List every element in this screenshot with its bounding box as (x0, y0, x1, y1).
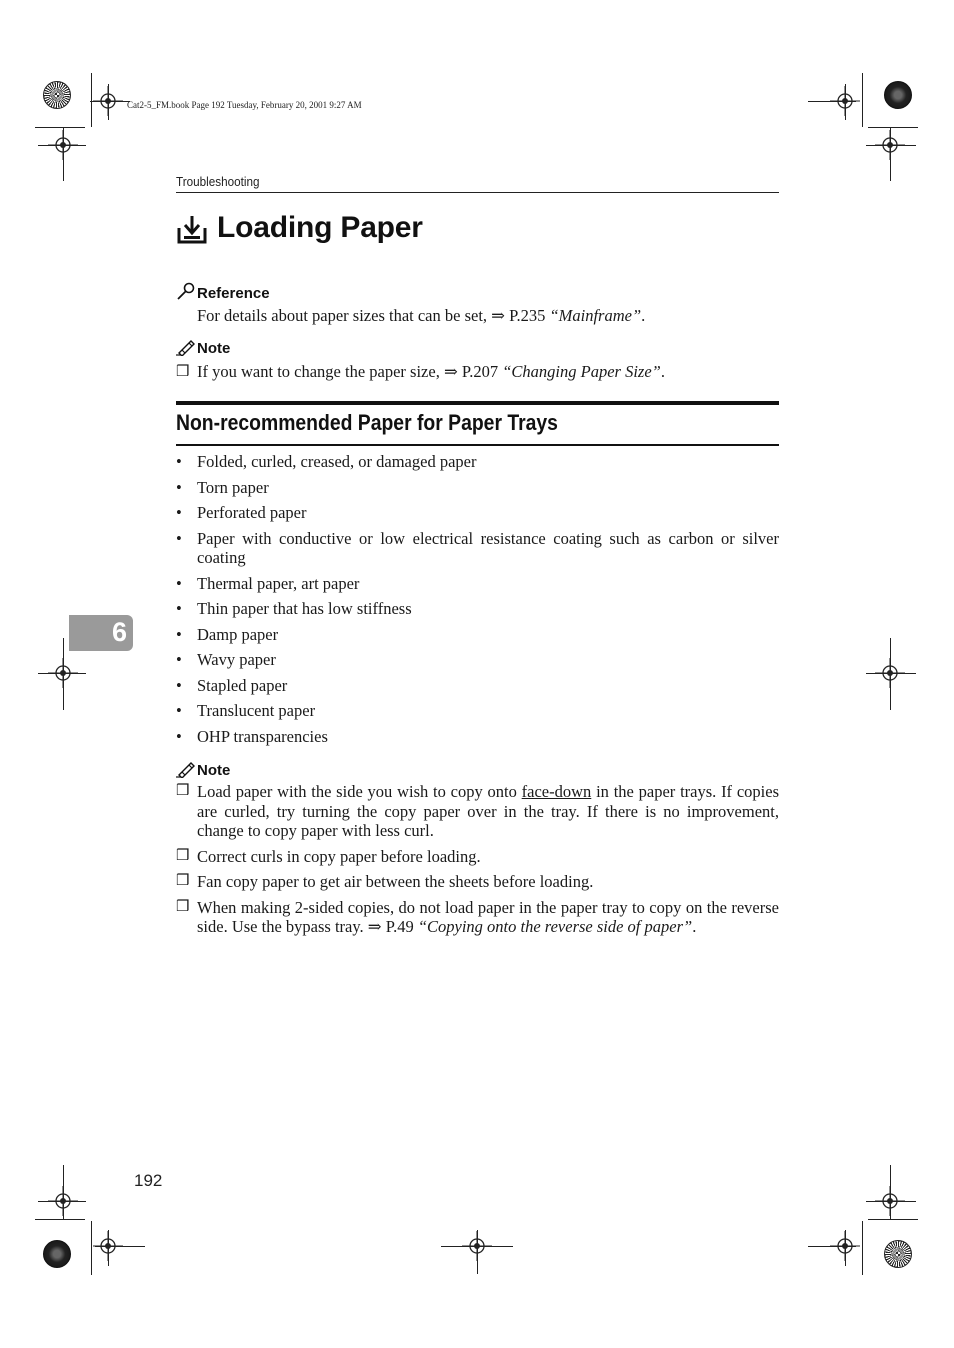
registration-mark-icon (875, 1186, 905, 1216)
pencil-icon (176, 338, 196, 356)
section-bottom-rule (176, 444, 779, 446)
reference-text-main: For details about paper sizes that can be set, ⇒ P.235 (197, 306, 550, 325)
copying-reverse-side-link[interactable]: “Copying onto the reverse side of paper” (417, 917, 693, 936)
color-target-icon (884, 1240, 912, 1268)
list-item: • OHP transparencies (176, 726, 328, 746)
page-number: 192 (134, 1171, 163, 1190)
running-head-rule (176, 192, 779, 193)
note-item: ❒ Correct curls in copy paper before loading. (176, 846, 481, 866)
note-item: ❒ Fan copy paper to get air between the sheets before loading. (176, 872, 594, 891)
checkbox-icon: ❒ (176, 364, 190, 380)
list-item: • Perforated paper (176, 503, 307, 522)
changing-paper-size-link[interactable]: “Changing Paper Size” (502, 362, 661, 381)
note-label: Note (197, 762, 231, 779)
checkbox-icon: ❒ (176, 783, 190, 799)
running-head: Troubleshooting (176, 174, 260, 189)
page-title: Loading Paper (217, 211, 423, 244)
list-item: • Damp paper (176, 624, 279, 644)
note-item: ❒ Load paper with the side you wish to copy onto face-down in the paper trays. If copies are curled, try turning the copy paper over in the tray. If there is no improvement, change to copy paper with less curl. (176, 782, 779, 840)
note-block (176, 760, 376, 780)
note-item-text: If you want to change the paper size, ⇒ P.207 (197, 362, 503, 381)
paper-tray-load-icon (176, 214, 208, 246)
registration-mark-icon (93, 1231, 123, 1261)
list-item: • Stapled paper (176, 675, 288, 695)
color-target-icon (43, 81, 71, 109)
registration-mark-icon (875, 658, 905, 688)
section-title: Non-recommended Paper for Paper Trays (176, 410, 558, 435)
reference-text (197, 306, 779, 326)
magnifier-icon (176, 282, 196, 300)
list-item: • Torn paper (176, 477, 269, 497)
chapter-tab (69, 615, 133, 651)
print-slug: Cat2-5_FM.book Page 192 Tuesday, February 20, 2001 9:27 AM (127, 100, 362, 110)
reference-text-end: . (641, 306, 646, 325)
face-down-term: face-down (521, 782, 592, 801)
list-item: • Thermal paper, art paper (176, 573, 360, 593)
note-label: Note (197, 340, 231, 357)
list-item: • Thin paper that has low stiffness (176, 599, 412, 618)
color-target-icon (43, 1240, 71, 1268)
registration-mark-icon (48, 1186, 78, 1216)
note-list (176, 782, 779, 943)
pencil-icon (176, 760, 196, 778)
list-item: • Paper with conductive or low electrical resistance coating such as carbon or silver coating (176, 528, 779, 567)
note-item (176, 362, 779, 382)
registration-mark-icon (830, 86, 860, 116)
checkbox-icon: ❒ (176, 873, 190, 889)
registration-mark-icon (93, 86, 123, 116)
list-item: • Translucent paper (176, 701, 316, 720)
section-top-rule (176, 401, 779, 405)
reference-label: Reference (197, 285, 270, 302)
list-item: • Folded, curled, creased, or damaged paper (176, 452, 477, 471)
note-item-end: . (660, 362, 665, 381)
color-target-icon (884, 81, 912, 109)
reference-link[interactable]: “Mainframe” (549, 306, 642, 325)
non-recommended-paper-list (176, 452, 779, 752)
registration-mark-icon (462, 1231, 492, 1261)
note-block (176, 338, 376, 358)
list-item: • Wavy paper (176, 650, 276, 669)
registration-mark-icon (48, 130, 78, 160)
note-item: ❒ When making 2-sided copies, do not load paper in the paper tray to copy on the reverse side. Use the bypass tray. ⇒ P.49 “Copying onto the reverse side of paper”. (176, 897, 779, 936)
checkbox-icon: ❒ (176, 847, 190, 864)
registration-mark-icon (830, 1231, 860, 1261)
checkbox-icon: ❒ (176, 898, 190, 915)
chapter-number: 6 (111, 617, 127, 647)
registration-mark-icon (875, 130, 905, 160)
registration-mark-icon (48, 658, 78, 688)
